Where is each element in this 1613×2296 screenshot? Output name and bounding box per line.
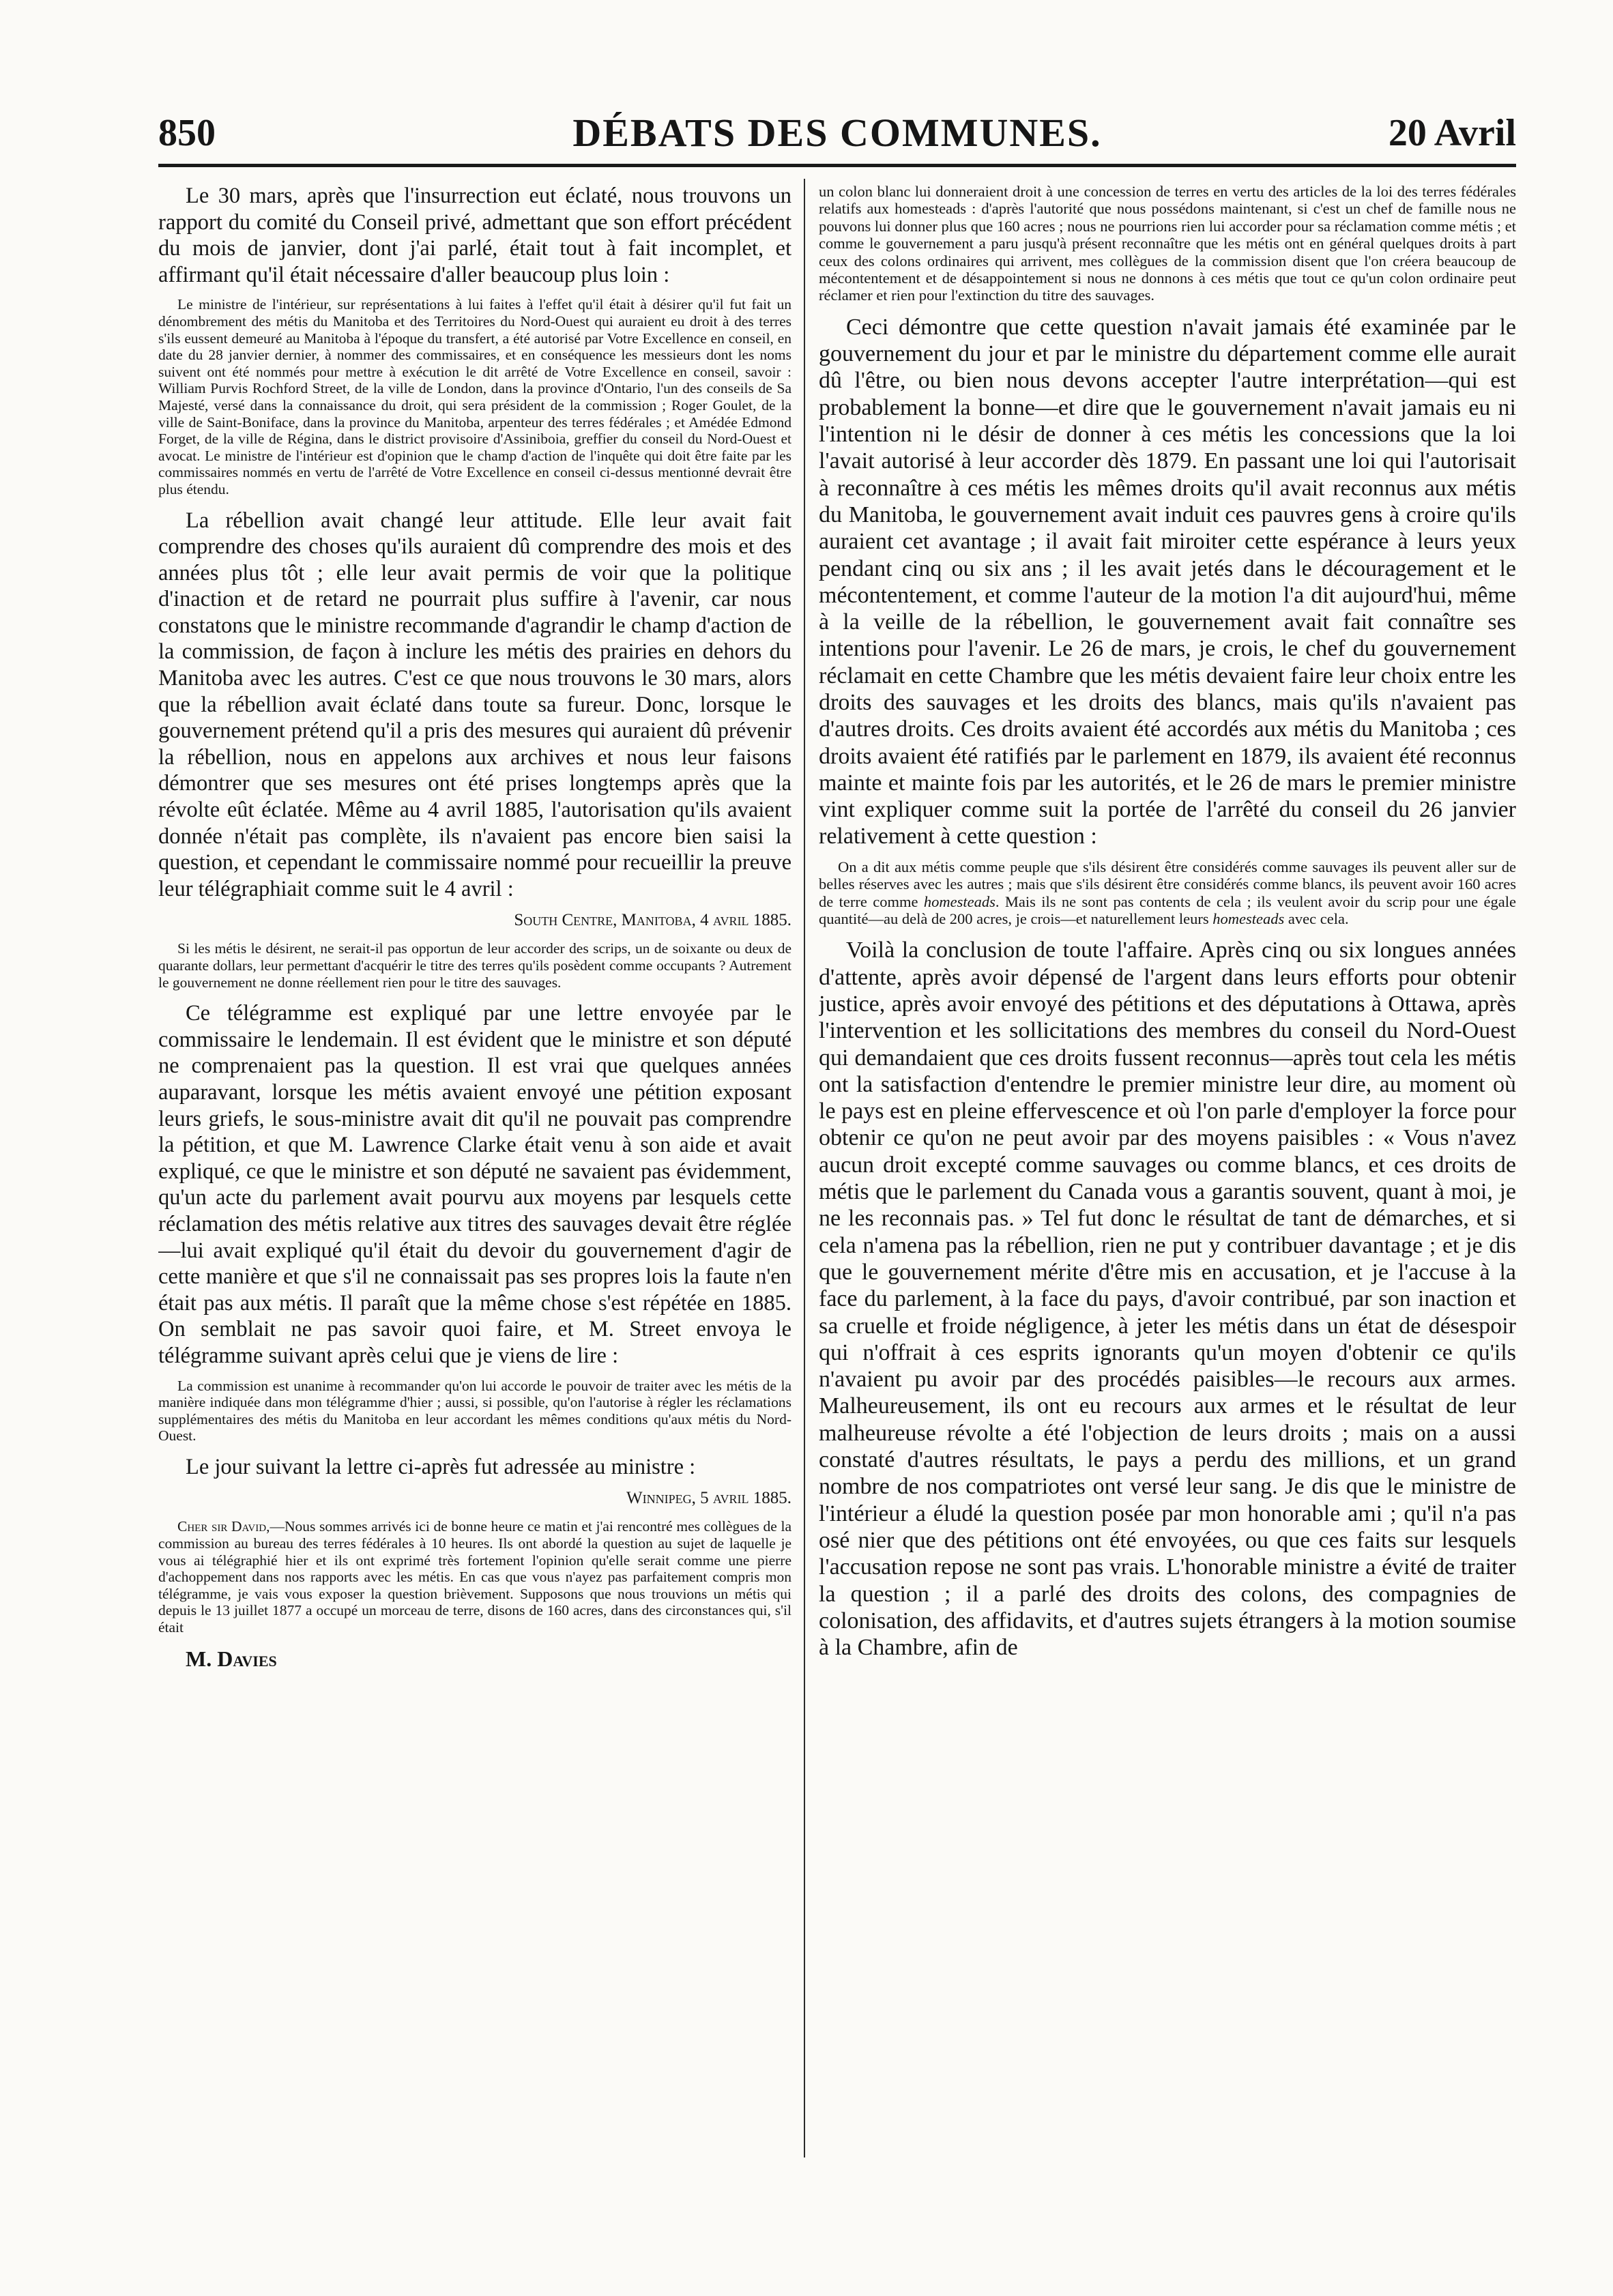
left-column xyxy=(158,183,791,1672)
quoted-speech xyxy=(819,858,1516,928)
header-date: 20 Avril xyxy=(1388,112,1516,154)
column-divider xyxy=(804,179,805,2157)
paragraph: Voilà la conclusion de toute l'affaire. Après cinq ou six longues années d'attente, après avoir dépensé de l'argent dans leurs efforts pour obtenir justice, après avoir envoyé des pétitions et des députations à Ottawa, après l'intervention et les sollicitations des membres du conseil du Nord-Ouest qui demandaient que ces droits fussent reconnus—après tout cela les métis ont la satisfaction d'entendre le premier ministre leur dire, au moment où le pays est en pleine effervescence et où l'on parle d'employer la force pour obtenir ce qu'on ne peut avoir par des moyens paisibles : « Vous n'avez aucun droit excepté comme sauvages ou comme blancs, et ces droits de métis que le parlement du Canada vous a garantis souvent, quant à moi, je ne les reconnais pas. » Tel fut donc le résultat de tant de démarches, et si cela n'amena pas la rébellion, rien ne put y contribuer davantage ; et je dis que le gouvernement mérite d'être mis en accusation, et je l'accuse à la face du parlement, à la face du pays, d'avoir contribué, par son inaction et sa cruelle et froide négligence, à jeter les métis dans un état de désespoir qui n'offrait à ces esprits ignorants qu'un moyen d'obtenir ce qu'ils n'avaient pu avoir par des procédés paisibles—le recours aux armes. Malheureusement, ils ont eu recours aux armes et le résultat de leur malheureuse révolte a été l'objection de leurs droits ; mais on a aussi constaté d'autres résultats, le pays a perdu des millions, et un grand nombre de nos compatriotes ont versé leur sang. Je dis que le ministre de l'intérieur a éludé la question posée par mon honorable ami ; qu'il n'a pas osé nier que des pétitions ont été envoyées, ou que ces faits sur lesquels l'accusation repose ne sont pas vrais. L'honorable ministre a évité de traiter la question ; il a parlé des droits des colons, des compagnies de colonisation, des affidavits, et d'autres sujets étrangers à la motion soumise à la Chambre, afin de xyxy=(819,938,1516,1661)
right-column xyxy=(819,183,1516,1661)
paragraph: Ce télégramme est expliqué par une lettre envoyée par le commissaire le lendemain. Il est évident que le ministre et son député ne comprenaient pas la question. Il est vrai que quelques années auparavant, lorsque les métis avaient envoyé une pétition exposant leurs griefs, le sous-ministre avait dit qu'il ne pouvait pas comprendre la pétition, et que M. Lawrence Clarke était venu à son aide et avait expliqué, ce que le ministre et son député ne savaient pas évidemment, qu'un acte du parlement avait pourvu aux moyens par lesquels cette réclamation des métis relative aux titres des sauvages devait être réglée—lui avait expliqué qu'il était du devoir du gouvernement d'agir de cette manière et que s'il ne connaissait pas ses propres lois la faute n'en était pas aux métis. Il paraît que la même chose s'est répétée en 1885. On semblait ne pas savoir quoi faire, et M. Street envoya le télégramme suivant après celui que je viens de lire : xyxy=(158,1001,791,1368)
quoted-order: Le ministre de l'intérieur, sur représentations à lui faites à l'effet qu'il était à désirer qu'il fut fait un dénombrement des métis du Manitoba et des Territoires du Nord-Ouest qui auraient eu droit à des terres s'ils eussent demeuré au Manitoba à l'époque du transfert, a été autorisé par Votre Excellence en conseil, en date du 28 janvier dernier, à nommer des commissaires, et en conséquence les messieurs dont les noms suivent ont été nommés pour mettre à exécution le dit arrêté de Votre Excellence en conseil, savoir : William Purvis Rochford Street, de la ville de London, dans la province d'Ontario, l'un des conseils de Sa Majesté, versé dans la connaissance du droit, qui sera président de la commission ; Roger Goulet, de la ville de Saint-Boniface, dans la province du Manitoba, arpenteur des terres fédérales ; et Amédée Edmond Forget, de la ville de Régina, dans le district provisoire d'Assiniboia, greffier du conseil du Nord-Ouest et avocat. Le ministre de l'intérieur est d'opinion que le champ d'action de l'inquête qui doit être faite par les commissaires nommés en vertu de l'arrêté de Votre Excellence en conseil ci-dessus mentionné devrait être plus étendu. xyxy=(158,296,791,497)
letter-dateline: Winnipeg, 5 avril 1885. xyxy=(626,1489,791,1508)
page-number: 850 xyxy=(158,112,216,154)
quote-emphasis: homesteads xyxy=(923,892,996,910)
paragraph: Le jour suivant la lettre ci-après fut adressée au ministre : xyxy=(186,1454,696,1479)
page-title: DÉBATS DES COMMUNES. xyxy=(572,111,1102,155)
quote-text: avec cela. xyxy=(1284,910,1349,927)
telegram-dateline: South Centre, Manitoba, 4 avril 1885. xyxy=(514,911,791,930)
paragraph: Le 30 mars, après que l'insurrection eut éclaté, nous trouvons un rapport du comité du Conseil privé, admettant que son effort précédent du mois de janvier, dont j'ai parlé, était tout à fait incomplet, et affirmant qu'il était nécessaire d'aller beaucoup plus loin : xyxy=(158,184,791,287)
quoted-telegram: La commission est unanime à recommander qu'on lui accorde le pouvoir de traiter avec les métis de la manière indiquée dans mon télégramme d'hier ; aussi, si possible, qu'on l'autorise à régler les réclamations supplémentaires des métis du Manitoba en leur accordant les mêmes conditions qu'aux métis du Nord-Ouest. xyxy=(158,1377,791,1444)
quote-text: . Mais ils ne sont pas contents de cela ; ils veulent avoir du scrip pour une égale quantité—au delà de 200 acres, je crois—et naturellement leurs xyxy=(819,892,1516,927)
quote-emphasis: homesteads xyxy=(1212,910,1285,927)
header-rule xyxy=(158,164,1516,167)
quoted-letter-continued: un colon blanc lui donneraient droit à une concession de terres en vertu des articles de la loi des terres fédérales relatifs aux homesteads : d'après l'autorité que nous possédons maintenant, si c'est un chef de famille nous ne pouvons lui donner plus que 160 acres ; nous ne pourrions rien lui accorder pour sa réclamation comme métis ; et comme le gouvernement a paru jusqu'à présent reconnaître que les métis ont en général quelques droits à part ceux des colons ordinaires qui arrivent, mes collègues de la commission disent que l'on créera beaucoup de mécontentement et de désappointement si nous ne donnons à ces métis que tout ce qu'un colon ordinaire peut réclamer et rien pour l'extinction du titre des sauvages. xyxy=(819,183,1516,304)
paragraph: La rébellion avait changé leur attitude. Elle leur avait fait comprendre des choses qu'ils auraient dû comprendre des mois et des années plus tôt ; elle leur avait permis de voir que la politique d'inaction et de retard ne pourrait plus suffire à l'avenir, car nous constatons que le ministre recommande d'agrandir le champ d'action de la commission, de façon à inclure les métis des prairies en dehors du Manitoba avec les autres. C'est ce que nous trouvons le 30 mars, alors que la rébellion avait éclaté dans toute sa fureur. Donc, lorsque le gouvernement prétend qu'il a pris des mesures qui auraient dû prévenir la rébellion, nous en appelons aux archives et nous leur faisons démontrer que ses mesures ont été prises longtemps après que la révolte eût éclatée. Même au 4 avril 1885, l'autorisation qu'ils avaient donnée n'était pas complète, ils n'avaient pas encore bien saisi la question, et cependant le commissaire nommé pour recueillir la preuve leur télégraphiait comme suit le 4 avril : xyxy=(158,508,791,901)
paragraph: Ceci démontre que cette question n'avait jamais été examinée par le gouvernement du jour et par le ministre du département comme elle aurait dû l'être, ou bien nous devons accepter l'autre interprétation—qui est probablement la bonne—et dire que le gouvernement n'avait jamais eu ni l'intention ni le désir de donner à ces métis les concessions que la loi l'avait autorisé à leur accorder dès 1879. En passant une loi qui l'autorisait à reconnaître à ces métis les mêmes droits qu'il avait reconnus aux métis du Manitoba, le gouvernement avait induit ces pauvres gens à croire qu'ils auraient cet avantage ; il avait fait miroiter cette espérance à leurs yeux pendant cinq ou six ans ; il les avait jetés dans le découragement et le mécontentement, et comme l'auteur de la motion l'a dit aujourd'hui, même à la veille de la rébellion, le gouvernement avait fait connaître ses intentions pour l'avenir. Le 26 de mars, je crois, le chef du gouvernement réclamait en cette Chambre que les métis devaient faire leur choix entre les droits des sauvages et les droits des blancs, mais qu'ils n'avaient pas d'autres droits. Ces droits avaient été accordés aux métis du Manitoba ; ces droits avaient été ratifiés par le parlement en 1879, ils avaient été reconnus mainte et mainte fois par les autorités, et le 26 de mars le premier ministre vint expliquer comme suit la portée de l'arrêté du conseil du 26 janvier relativement à cette question : xyxy=(819,314,1516,849)
letter-salutation: Cher sir David, xyxy=(177,1518,270,1535)
quote-text: On a dit aux métis comme peuple que s'ils désirent être considérés comme sauvages ils peuvent aller sur de belles réserves avec les autres ; mais que s'ils désirent être considérés comme blancs, ils peuvent avoir 160 acres de terre comme xyxy=(819,858,1516,910)
quoted-letter xyxy=(158,1518,791,1636)
speaker-name: M. Davies xyxy=(186,1646,277,1671)
letter-body: —Nous sommes arrivés ici de bonne heure ce matin et j'ai rencontré mes collègues de la commission au bureau des terres fédérales à 10 heures. Ils ont abordé la question au sujet de laquelle je vous ai télégraphié hier et ils ont exprimé très fortement l'opinion qu'elle serait comme une pierre d'achoppement dans nos rapports avec les métis. En cas que vous n'ayez pas parfaitement compris mon télégramme, je vais vous exposer la question brièvement. Supposons que nous trouvions un métis qui depuis le 13 juillet 1877 a occupé un morceau de terre, disons de 160 acres, dans des circonstances qui, s'il était xyxy=(158,1518,791,1636)
quoted-telegram: Si les métis le désirent, ne serait-il pas opportun de leur accorder des scrips, un de soixante ou deux de quarante dollars, leur permettant d'acquérir le titre des terres qu'ils posèdent comme occupants ? Autrement le gouvernement ne donne réellement rien pour le titre des sauvages. xyxy=(158,940,791,991)
running-header xyxy=(158,109,1516,157)
